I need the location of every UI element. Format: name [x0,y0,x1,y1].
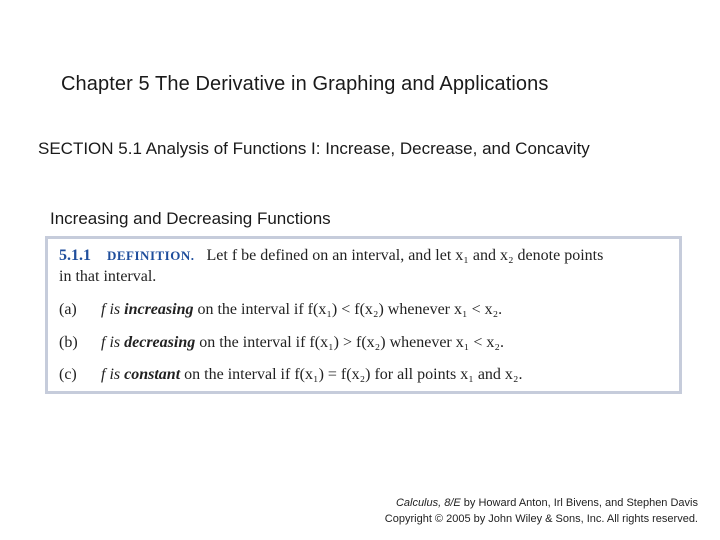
definition-item-c [59,366,523,384]
item-term: constant [124,366,181,383]
definition-intro-line2: in that interval. [59,268,157,285]
definition-item-b [59,334,504,352]
definition-label: DEFINITION. [107,248,195,263]
item-pre: f is [101,334,125,351]
definition-box [45,236,682,394]
item-pre: f is [101,301,125,318]
credit-line1 [385,495,698,511]
definition-item-a [59,301,502,319]
section-title: SECTION 5.1 Analysis of Functions I: Increase, Decrease, and Concavity [38,139,590,158]
credit-line2: Copyright © 2005 by John Wiley & Sons, Inc. All rights reserved. [384,513,698,525]
definition-header [59,247,603,265]
book-authors: by Howard Anton, Irl Bivens, and Stephen Davis [460,497,698,509]
item-term: increasing [124,301,194,318]
subheading: Increasing and Decreasing Functions [50,209,331,228]
item-term: decreasing [124,334,196,351]
item-post: on the interval if f(x₁) < f(x₂) whenever x₁ < x₂. [193,301,503,318]
book-title: Calculus, 8/E [395,497,461,509]
copyright-credit [385,495,698,527]
item-pre: f is [101,366,125,383]
chapter-title: Chapter 5 The Derivative in Graphing and Applications [61,73,549,95]
item-label: (c) [59,366,77,383]
item-post: on the interval if f(x₁) = f(x₂) for all points x₁ and x₂. [180,366,523,383]
definition-number: 5.1.1 [59,247,91,264]
definition-intro-line1: Let f be defined on an interval, and let x₁ and x₂ denote points [206,247,604,264]
item-label: (a) [59,301,77,318]
item-label: (b) [59,334,78,351]
item-post: on the interval if f(x₁) > f(x₂) whenever x₁ < x₂. [195,334,504,351]
